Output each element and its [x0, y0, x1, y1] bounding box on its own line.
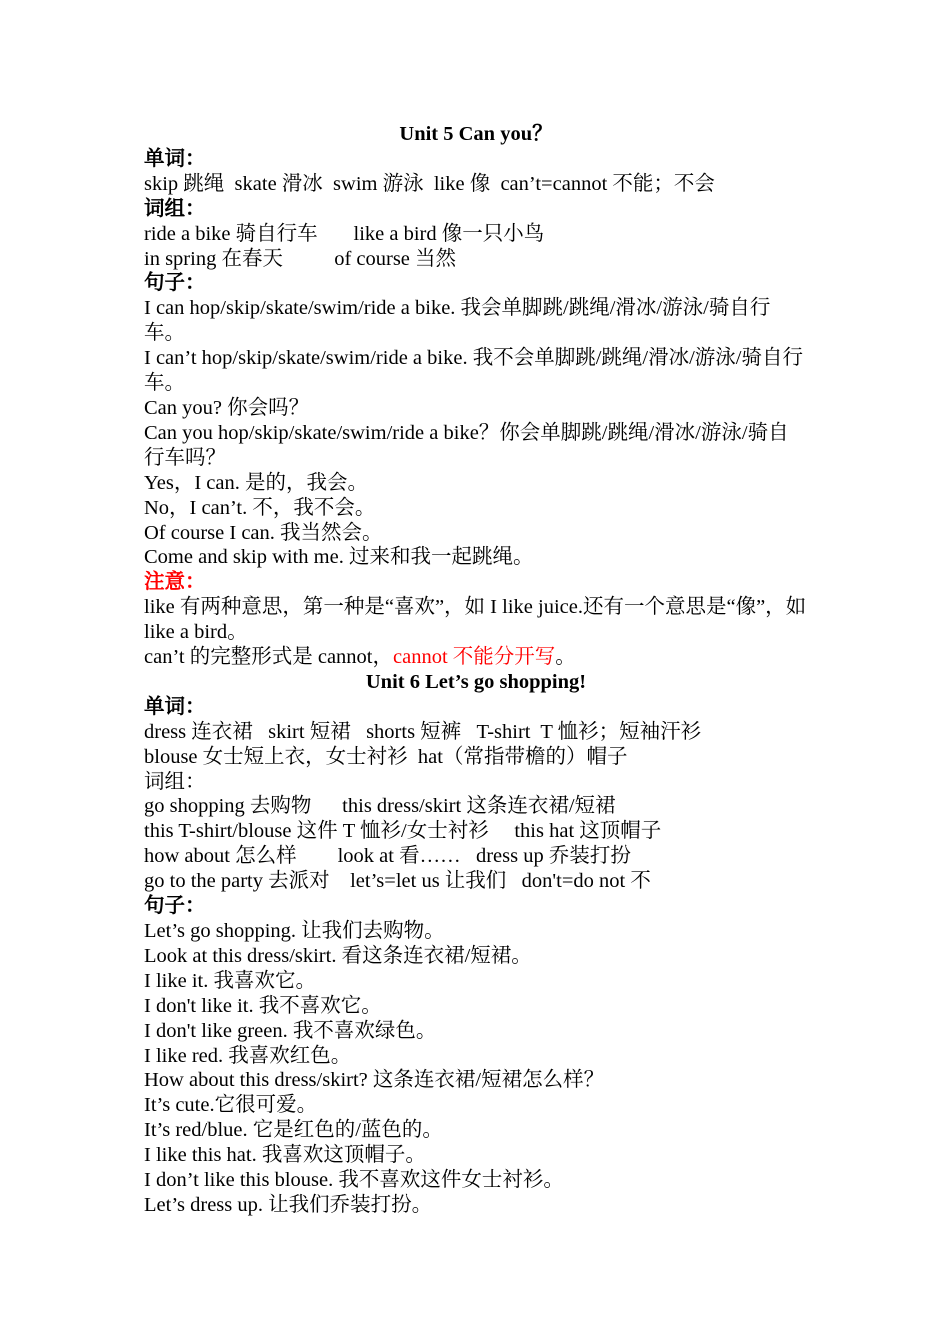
unit5-sentence: I can’t hop/skip/skate/swim/ride a bike. 我不会单脚跳/跳绳/滑冰/游泳/骑自行车。 [144, 347, 803, 395]
unit5-sentence: I can hop/skip/skate/swim/ride a bike. 我会单脚跳/跳绳/滑冰/游泳/骑自行车。 [144, 297, 771, 345]
unit6-phrase-line: go to the party 去派对 let’s=let us 让我们 don't=do not 不 [144, 870, 651, 893]
unit5-phrase-line: ride a bike 骑自行车 like a bird 像一只小鸟 [144, 222, 545, 245]
unit5-words: skip 跳绳 skate 滑冰 swim 游泳 like 像 can’t=cannot 不能；不会 [144, 172, 715, 195]
unit5-phrases-label: 词组： [144, 197, 206, 220]
document-page [144, 122, 808, 1218]
unit6-sentence: Look at this dress/skirt. 看这条连衣裙/短裙。 [144, 944, 532, 967]
unit6-sentence: Let’s dress up. 让我们乔装打扮。 [144, 1193, 433, 1216]
unit5-sentence: Yes，I can. 是的，我会。 [144, 471, 368, 494]
unit5-title: Unit 5 Can you？ [399, 123, 553, 145]
unit6-title: Unit 6 Let’s go shopping! [365, 670, 587, 693]
note2-prefix: can’t 的完整形式是 cannot， [144, 646, 393, 669]
unit6-sentence: Let’s go shopping. 让我们去购物。 [144, 920, 445, 942]
unit5-sentence: No，I can’t. 不，我不会。 [144, 496, 376, 519]
unit5-sentence: Can you? 你会吗？ [144, 396, 310, 419]
note2-suffix: 。 [555, 646, 576, 669]
unit6-words-line: dress 连衣裙 skirt 短裙 shorts 短裤 T-shirt T 恤衫；短袖汗衫 [144, 720, 702, 743]
unit6-sentence: I like it. 我喜欢它。 [144, 969, 316, 992]
unit6-words-label: 单词： [144, 695, 206, 718]
unit6-sentence: I like this hat. 我喜欢这顶帽子。 [144, 1144, 426, 1167]
unit5-phrase-line: in spring 在春天 of course 当然 [144, 247, 457, 270]
unit6-sentence: It’s cute.它很可爱。 [144, 1094, 318, 1117]
unit5-note-label: 注意： [144, 571, 206, 594]
unit6-sentence: It’s red/blue. 它是红色的/蓝色的。 [144, 1119, 443, 1142]
unit5-sentence: Come and skip with me. 过来和我一起跳绳。 [144, 546, 534, 569]
unit5-sentence: Of course I can. 我当然会。 [144, 521, 383, 544]
unit6-sentence: I like red. 我喜欢红色。 [144, 1044, 352, 1067]
unit6-sentence: I don't like green. 我不喜欢绿色。 [144, 1019, 437, 1042]
unit6-phrase-line: how about 怎么样 look at 看…… dress up 乔装打扮 [144, 845, 631, 868]
unit6-sentence: I don't like it. 我不喜欢它。 [144, 994, 382, 1017]
unit5-note-1: like 有两种意思，第一种是“喜欢”，如 I like juice.还有一个意思是“像”，如 like a bird。 [144, 596, 807, 644]
unit6-words-line: blouse 女士短上衣，女士衬衫 hat（常指带檐的）帽子 [144, 745, 628, 768]
unit6-phrase-line: this T-shirt/blouse 这件 T 恤衫/女士衬衫 this hat 这顶帽子 [144, 820, 662, 843]
unit6-sentence: I don’t like this blouse. 我不喜欢这件女士衬衫。 [144, 1169, 564, 1192]
unit5-sentences-label: 句子： [144, 272, 206, 295]
unit5-sentence: Can you hop/skip/skate/swim/ride a bike？你会单脚跳/跳绳/滑冰/游泳/骑自行车吗？ [144, 421, 789, 469]
unit6-sentences-label: 句子： [144, 895, 206, 918]
note2-highlight: cannot 不能分开写 [393, 646, 556, 669]
unit6-phrases-label: 词组： [144, 770, 206, 793]
unit5-note-2 [144, 645, 808, 670]
unit6-sentence: How about this dress/skirt? 这条连衣裙/短裙怎么样？ [144, 1069, 605, 1092]
unit6-phrase-line: go shopping 去购物 this dress/skirt 这条连衣裙/短裙 [144, 795, 616, 818]
unit5-words-label: 单词： [144, 147, 206, 170]
